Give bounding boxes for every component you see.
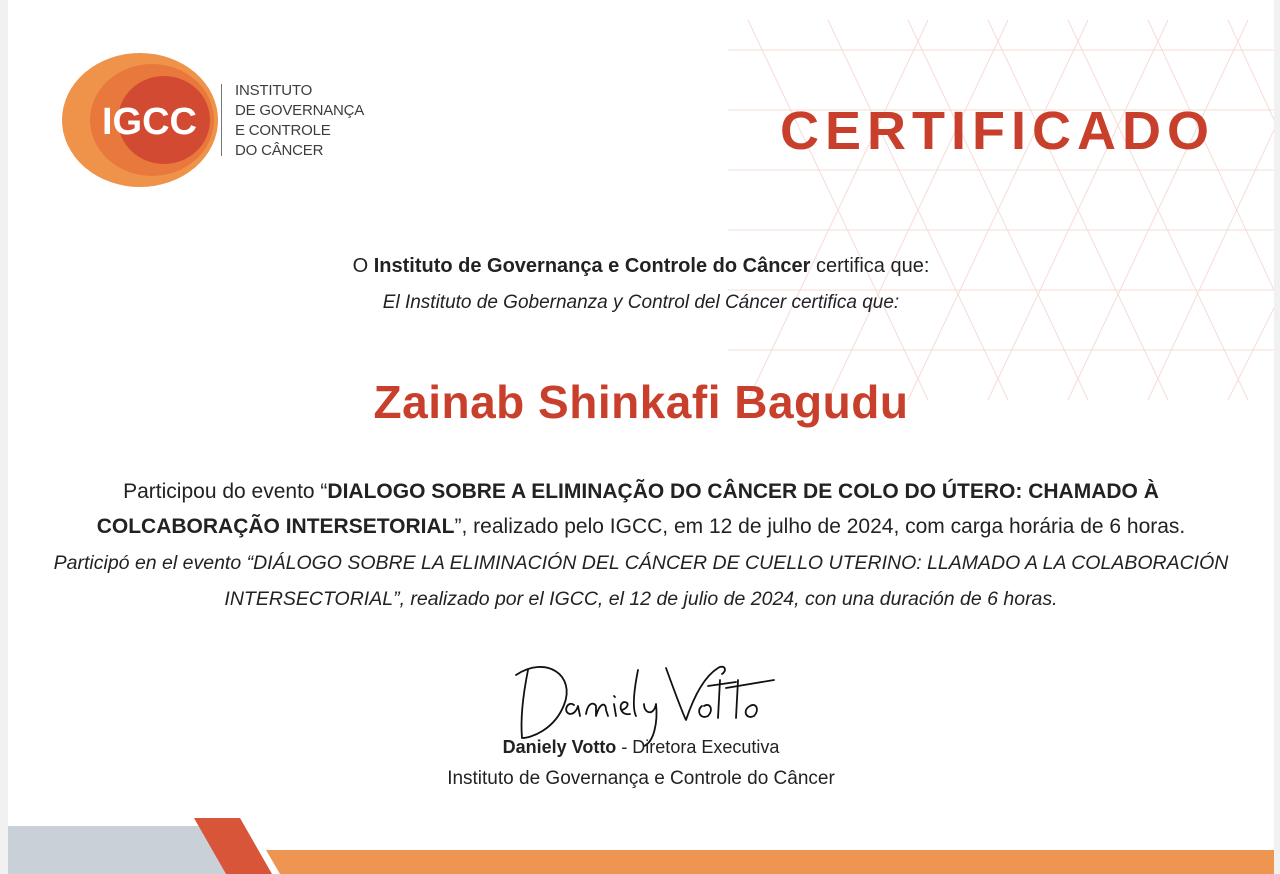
geometric-background-pattern bbox=[728, 20, 1274, 400]
body-spanish: Participó en el evento “DIÁLOGO SOBRE LA ELIMINACIÓN DEL CÁNCER DE CUELLO UTERINO: LLAMADO A LA COLABORACIÓN INTERSECTORIAL”, realizado por el IGCC, el 12 de julio de 2024, con una duración de 6 horas. bbox=[53, 552, 1229, 610]
signatory-organization: Instituto de Governança e Controle do Câncer bbox=[447, 768, 835, 789]
recipient-name: Zainab Shinkafi Bagudu bbox=[373, 376, 909, 428]
body-pt-prefix: Participou do evento “ bbox=[123, 480, 328, 503]
body-pt-event: DIALOGO SOBRE A ELIMINAÇÃO DO CÂNCER DE COLO DO ÚTERO: CHAMADO À COLCABORAÇÃO INTERSETORIAL bbox=[96, 480, 1159, 538]
logo-line: INSTITUTO bbox=[235, 82, 313, 99]
intro-portuguese bbox=[8, 255, 1274, 278]
intro-pt-prefix: O bbox=[352, 255, 374, 277]
igcc-logo bbox=[60, 50, 220, 190]
signatory-role: - Diretora Executiva bbox=[616, 737, 780, 757]
logo-text bbox=[235, 81, 364, 161]
signatory-line bbox=[8, 737, 1274, 758]
intro-pt-suffix: certifica que: bbox=[810, 255, 930, 277]
intro-spanish: El Instituto de Gobernanza y Control del Cáncer certifica que: bbox=[382, 292, 900, 313]
certificate-title: CERTIFICADO bbox=[780, 101, 1215, 161]
body-portuguese bbox=[48, 474, 1234, 544]
intro-pt-institute: Instituto de Governança e Controle do Câncer bbox=[373, 255, 811, 277]
logo-mark: IGCC bbox=[102, 101, 197, 143]
logo-divider bbox=[221, 84, 222, 156]
footer-band bbox=[8, 818, 1274, 874]
logo-line: DO CÂNCER bbox=[235, 142, 324, 159]
logo-line: DE GOVERNANÇA bbox=[235, 102, 365, 119]
body-pt-suffix: ”, realizado pelo IGCC, em 12 de julho de 2024, com carga horária de 6 horas. bbox=[454, 515, 1186, 538]
certificate-page bbox=[8, 0, 1274, 874]
signatory-name: Daniely Votto bbox=[502, 737, 617, 757]
logo-line: E CONTROLE bbox=[235, 122, 331, 139]
footer-orange-band bbox=[266, 850, 1274, 874]
